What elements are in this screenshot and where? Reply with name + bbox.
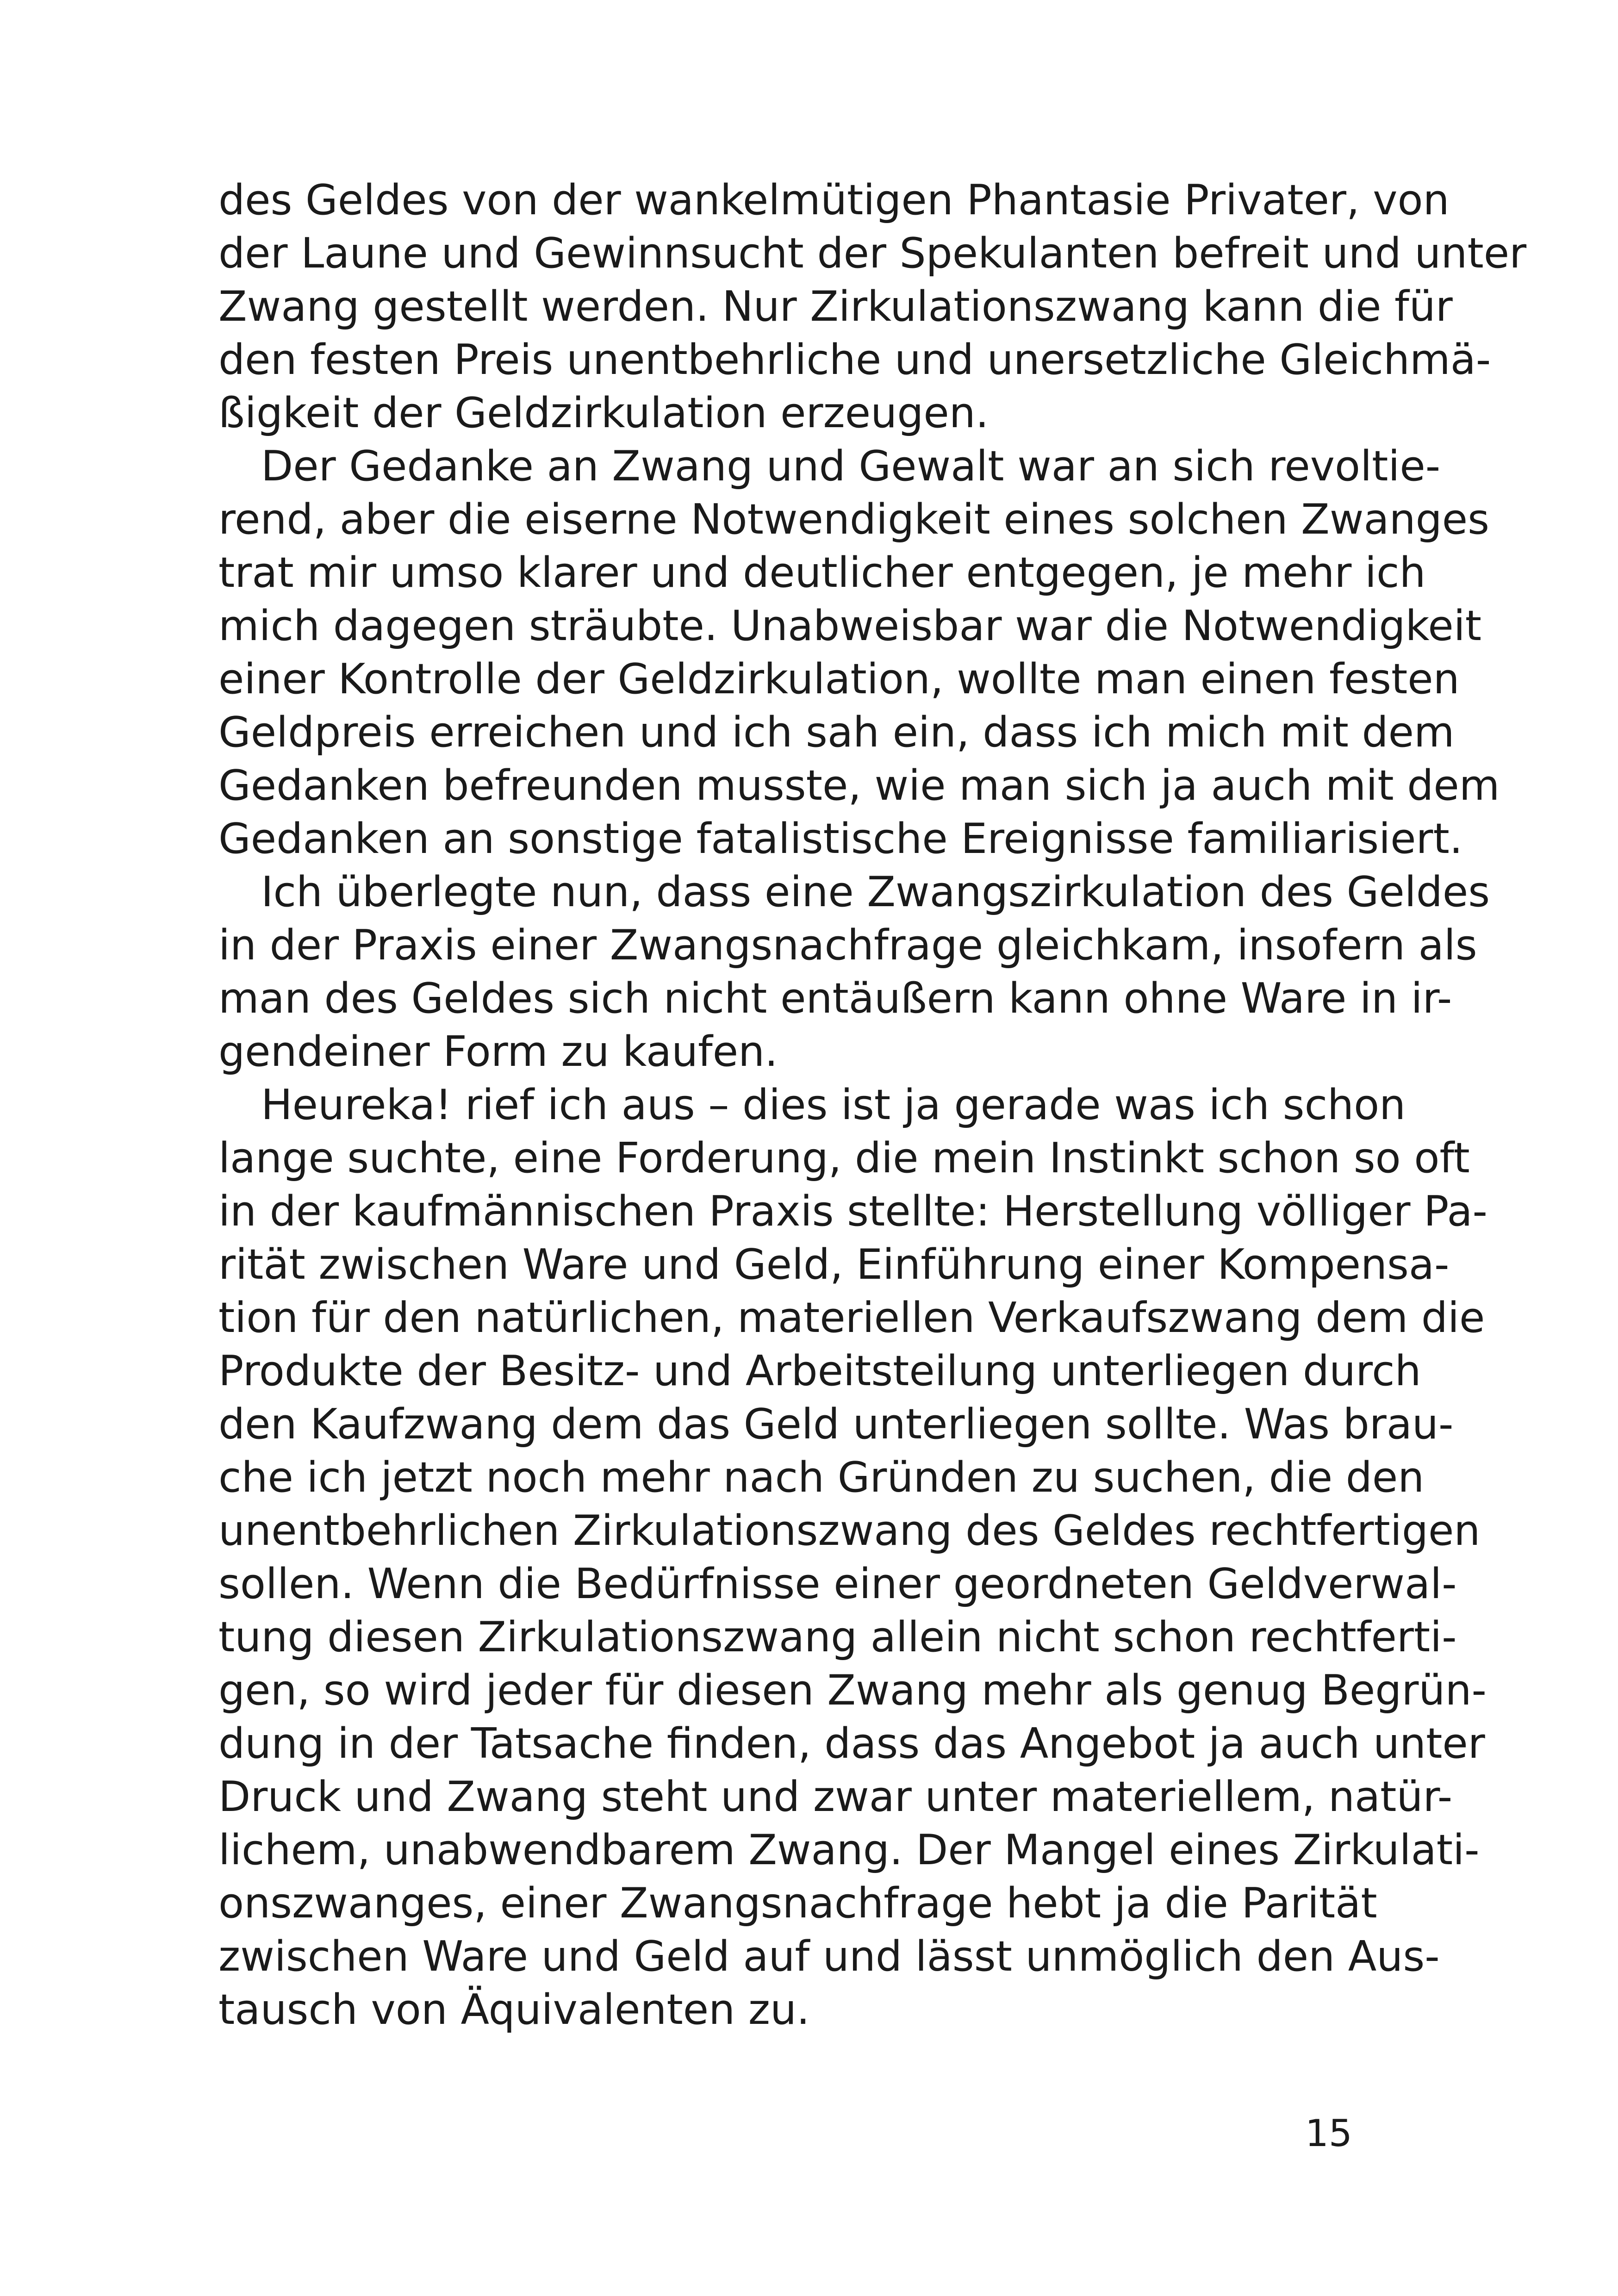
text-line: Geldpreis erreichen und ich sah ein, dass ich mich mit dem [218, 708, 1455, 757]
text-line: Druck und Zwang steht und zwar unter materiellem, natür- [218, 1773, 1453, 1821]
text-line: in der Praxis einer Zwangsnachfrage gleichkam, insofern als [218, 921, 1477, 970]
text-line: dung in der Tatsache finden, dass das Angebot ja auch unter [218, 1719, 1485, 1768]
text-line: Gedanken an sonstige fatalistische Ereignisse familiarisiert. [218, 815, 1463, 863]
text-line: tausch von Äquivalenten zu. [218, 1985, 810, 2034]
text-line: sollen. Wenn die Bedürfnisse einer geordneten Geldverwal- [218, 1560, 1457, 1608]
text-line: des Geldes von der wankelmütigen Phantasie Privater, von [218, 176, 1450, 224]
text-line: den Kaufzwang dem das Geld unterliegen sollte. Was brau- [218, 1400, 1454, 1449]
text-line: Heureka! rief ich aus – dies ist ja gerade was ich schon [261, 1081, 1406, 1129]
text-line: ßigkeit der Geldzirkulation erzeugen. [218, 389, 989, 437]
text-line: unentbehrlichen Zirkulationszwang des Geldes rechtfertigen [218, 1506, 1481, 1555]
text-line: Ich überlegte nun, dass eine Zwangszirkulation des Geldes [261, 868, 1490, 916]
text-line: che ich jetzt noch mehr nach Gründen zu suchen, die den [218, 1453, 1425, 1502]
body-text [218, 174, 1527, 2036]
text-line: mich dagegen sträubte. Unabweisbar war die Notwendigkeit [218, 602, 1482, 650]
text-line: zwischen Ware und Geld auf und lässt unmöglich den Aus- [218, 1932, 1440, 1981]
text-line: einer Kontrolle der Geldzirkulation, wollte man einen festen [218, 655, 1460, 703]
text-line: Gedanken befreunden musste, wie man sich ja auch mit dem [218, 761, 1500, 810]
text-line: onszwanges, einer Zwangsnachfrage hebt ja die Parität [218, 1879, 1377, 1928]
text-line: Produkte der Besitz- und Arbeitsteilung unterliegen durch [218, 1347, 1421, 1395]
text-line: tung diesen Zirkulationszwang allein nicht schon rechtferti- [218, 1613, 1457, 1661]
text-line: in der kaufmännischen Praxis stellte: Herstellung völliger Pa- [218, 1187, 1488, 1236]
text-line: gendeiner Form zu kaufen. [218, 1027, 778, 1076]
text-line: lichem, unabwendbarem Zwang. Der Mangel eines Zirkulati- [218, 1826, 1480, 1874]
text-line: Zwang gestellt werden. Nur Zirkulationszwang kann die für [218, 282, 1453, 331]
text-line: rität zwischen Ware und Geld, Einführung einer Kompensa- [218, 1240, 1450, 1289]
text-line: Der Gedanke an Zwang und Gewalt war an sich revoltie- [261, 442, 1441, 491]
text-line: man des Geldes sich nicht entäußern kann ohne Ware in ir- [218, 974, 1452, 1023]
text-line: der Laune und Gewinnsucht der Spekulanten befreit und unter [218, 229, 1527, 278]
text-line: den festen Preis unentbehrliche und unersetzliche Gleichmä- [218, 336, 1491, 384]
page-number: 15 [1305, 2112, 1352, 2155]
text-line: rend, aber die eiserne Notwendigkeit eines solchen Zwanges [218, 495, 1490, 544]
text-line: gen, so wird jeder für diesen Zwang mehr als genug Begrün- [218, 1666, 1487, 1715]
text-line: lange suchte, eine Forderung, die mein Instinkt schon so oft [218, 1134, 1470, 1182]
text-line: tion für den natürlichen, materiellen Verkaufszwang dem die [218, 1294, 1485, 1342]
text-line: trat mir umso klarer und deutlicher entgegen, je mehr ich [218, 548, 1426, 597]
